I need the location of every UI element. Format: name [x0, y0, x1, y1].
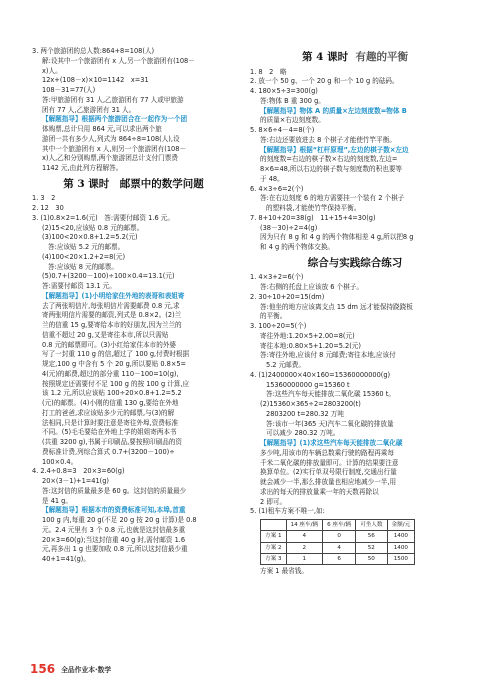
table-corner-cell	[261, 520, 287, 531]
text-line: 40+1=41(g)。	[42, 555, 90, 564]
text-line: 100×0.4。	[42, 457, 78, 466]
table-cell: 4	[323, 542, 356, 553]
text-line: 8×6=48,所以右边的棋子数与刻度数的积也要等	[260, 165, 403, 174]
table-cell: 4	[286, 531, 323, 542]
text-line: 【解题指导】物体 A 的质量×左边刻度数=物体 B	[260, 106, 407, 115]
text-line: 2. 放一个 50 g、一个 20 g 和一个 10 g 的砝码。	[250, 77, 399, 86]
text-line: 【解题指导】根据两个旅游团合在一起作为一个团	[42, 115, 188, 124]
text-line: 方案 1 最省钱。	[260, 567, 308, 576]
text-line: 按照规定还需要付不足 100 g 的按 100 g 计算,应	[42, 379, 190, 388]
table-cell: 1500	[387, 553, 415, 564]
section-title-lesson-4	[250, 50, 460, 66]
table-header-cell: 可坐人数	[356, 520, 387, 531]
text-line: x)人,乙和分别购票,两个旅游团总计支付门票费	[42, 154, 178, 163]
right-column	[250, 47, 460, 577]
text-line: 答:他坐的地方应该离支点 15 dm 远才能保持跷跷板	[260, 302, 413, 311]
text-line: 多少吨,用该市的车辆总数乘行驶的路程再乘每	[260, 448, 394, 457]
table-cell: 56	[356, 531, 387, 542]
table-row	[261, 531, 415, 542]
text-line: 3. (1)0.8×2=1.6(元) 答:需要付邮资 1.6 元。	[32, 213, 174, 222]
text-line: 求出的每天的排放量乘一年的天数再除以	[260, 487, 379, 496]
table-cell: 6	[323, 553, 356, 564]
text-line: 4(元)的邮费,超过的部分重 110－100=10(g),	[42, 369, 179, 378]
text-line: 2. 30÷10+20=15(dm)	[250, 292, 325, 301]
text-line: 法相同,只是计算时要注意是寄往外埠,资费标准	[42, 418, 179, 427]
text-line: 【解题指导】(1)求这些汽车每天能排放二氧化碳	[260, 439, 403, 448]
section-title-practice: 综合与实践综合练习	[307, 256, 403, 269]
text-line: 其中一个旅游团有 x 人,则另一个旅游团有(108－	[42, 144, 187, 153]
table-cell: 52	[356, 542, 387, 553]
text-line: (3)100<20×0.8+1.2=5.2(元)	[42, 233, 138, 242]
page-footer	[30, 661, 111, 679]
text-line: 信重不超过 20 g,又是寄往本市,所以只需贴	[42, 330, 169, 339]
text-line: 2. 12 30	[32, 204, 64, 213]
table-cell: 1400	[387, 542, 415, 553]
text-line: 答:物体 B 重 300 g。	[260, 96, 325, 105]
table-cell: 1	[286, 553, 323, 564]
text-line: 1. 8 2 略	[250, 67, 287, 76]
text-line: 的平衡。	[260, 312, 287, 321]
text-line: 4. 180×5÷3=300(g)	[250, 87, 318, 96]
text-line: 团有 77 人,乙旅游团有 31 人。	[42, 105, 136, 114]
table-header-row	[261, 520, 415, 531]
lesson-label: 第 4 课时	[302, 51, 349, 63]
rental-plan-table	[260, 519, 415, 565]
text-line: (38－30)÷2=4(g)	[260, 223, 318, 232]
text-line: 寄两张明信片需要的邮资,列式是 0.8×2。(2)兰	[42, 311, 182, 320]
text-line: (5)0.7+(3200－100)÷100×0.4=13.1(元)	[42, 272, 175, 281]
text-line: 寄往外地:1.20×5+2.00=8(元)	[260, 331, 355, 340]
text-line: 元,再多出 1 g 也要加收 0.8 元,所以这封信最少重	[42, 545, 188, 554]
text-line: 12x+(108－x)×10=1142 x=31	[42, 76, 149, 85]
table-header-cell: 金额/元	[387, 520, 415, 531]
text-line: 体购票,总计只用 864 元,可以求出两个旅	[42, 125, 162, 133]
text-line: 因为只有 8 g 和 4 g 的两个物体相差 4 g,所以把8 g	[260, 233, 414, 242]
text-line: 答:该市一年(365 天)汽车二氧化碳的排放量	[266, 419, 394, 428]
text-line: 于 48。	[260, 174, 284, 183]
text-line: 2803200 t=280.32 万吨	[266, 409, 344, 418]
left-column	[32, 47, 235, 565]
text-line: 寄往本地:0.80×5+1.20=5.2(元)	[260, 341, 361, 350]
table-row	[261, 542, 415, 553]
text-line: 的刻度数=右边的棋子数×右边的刻度数,左边=	[260, 155, 398, 164]
text-line: 【解题指导】根据本市的资费标准可知,本埠,首重	[42, 506, 186, 515]
text-line: 108－31=77(人)	[42, 86, 96, 94]
text-line: 规定,100 g 中含有 5 个 20 g,所以要贴 0.8×5=	[42, 360, 187, 369]
text-line: 答:右侧的托盘上应该放 6 个棋子。	[260, 283, 363, 292]
text-line: 3. 两个旅游团的总人数:864+8=108(人)	[32, 47, 155, 55]
right-answers-b	[250, 273, 460, 517]
left-answers-a	[32, 47, 235, 174]
text-line: 的质量×右边刻度数。	[260, 116, 325, 125]
book-title: 全品作业本·数学	[61, 665, 112, 674]
text-line: 千米二氧化碳的排放量即可。计算的结果要注意	[260, 458, 399, 467]
text-line: (2)15360×365÷2=2803200(t)	[260, 400, 361, 409]
text-line: 100 g 内,每重 20 g(不足 20 g 按 20 g 计算)是 0.8	[42, 516, 197, 525]
lesson-name: 有趣的平衡	[355, 51, 408, 63]
table-cell: 50	[356, 553, 387, 564]
text-line: 7. 8+10+20=38(g) 11+15+4=30(g)	[250, 213, 376, 222]
text-line: 就会减少一半,那么排放量也相应地减少一半,用	[260, 478, 397, 487]
table-cell: 2	[286, 542, 323, 553]
table-cell: 方案 1	[261, 531, 287, 542]
table-cell: 方案 3	[261, 553, 287, 564]
text-line: 可以减少 280.32 万吨。	[266, 429, 340, 438]
text-line: (4)100<20×1.2+2=8(元)	[42, 252, 126, 261]
text-line: 元。2.4 元里有 3 个 0.8 元,也就是这封信最多重	[42, 525, 186, 534]
table-row	[261, 553, 415, 564]
table-header-cell: 14 座车/辆	[286, 520, 323, 531]
text-line: 和 4 g 的两个物体交换。	[260, 243, 335, 252]
table-cell: 1400	[387, 531, 415, 542]
text-line: 答:应该贴 5.2 元的邮票。	[48, 243, 125, 252]
text-line: 15360000000 g=15360 t	[266, 380, 350, 389]
text-line: 1. 4×3+2=6(个)	[250, 273, 304, 282]
right-answers-a	[250, 68, 460, 253]
text-line: 答:寄往外地,应该付 8 元邮费;寄往本地,应该付	[260, 351, 396, 360]
text-line: 答:甲旅游团有 31 人,乙旅游团有 77 人或甲旅游	[42, 95, 184, 104]
text-line: 3. 100÷20=5(个)	[250, 322, 307, 331]
text-line: 兰的信重 15 g,要寄给本市的好朋友,因为兰兰的	[42, 321, 182, 330]
text-line: 不同。(5)毛毛要给在外地上学的姐姐寄两本书	[42, 428, 177, 437]
text-line: 答:这些汽车每天能排放二氧化碳 15360 t。	[266, 390, 395, 399]
table-header-cell: 6 座车/辆	[323, 520, 356, 531]
text-line: 答:在右边刻度 6 的地方需要挂一个装有 2 个棋子	[260, 194, 405, 203]
text-line: 该 1.2 元,所以应该贴 100÷20×0.8+1.2=5.2	[42, 389, 182, 398]
text-line: 0.8 元的邮票即可。(3)小红给家住本市的外婆	[42, 340, 177, 349]
text-line: x)人。	[42, 66, 62, 75]
page-number: 156	[30, 662, 56, 676]
text-line: 20×3=60(g);当这封信重 40 g 时,需付邮资 1.6	[42, 535, 186, 544]
left-answers-b	[32, 194, 235, 565]
text-line: 【解题指导】根据“杠杆原理”,左边的棋子数×左边	[260, 145, 409, 154]
text-line: 写了一封重 110 g 的信,超过了 100 g,付费时根据	[42, 350, 190, 359]
text-line: 游团一共有多少人,列式为 864÷8=108(人),设	[42, 134, 180, 143]
text-line: 20×(3－1)+1=41(g)	[42, 477, 110, 486]
text-line: 答:需要付邮资 13.1 元。	[42, 282, 116, 291]
text-line: 4. 2.4÷0.8=3 20×3=60(g)	[32, 467, 125, 476]
text-line: 换算单位。(2)实行单双号限行制度,交通出行量	[260, 468, 397, 477]
text-line: 6. 4×3÷6=2(个)	[250, 184, 304, 193]
text-line: 去了两张明信片,每张明信片需要邮费 0.8 元,求	[42, 301, 180, 310]
text-line: 答:应该贴 8 元的邮票。	[48, 262, 118, 271]
text-line: (2)15<20,应该贴 0.8 元的邮票。	[42, 223, 144, 232]
section-title-lesson-3: 第 3 课时 邮票中的数学问题	[63, 177, 204, 190]
text-line: 【解题指导】(1)小明给家住外地的表哥和表姐寄	[42, 291, 185, 300]
text-line: 1142 元,由此列方程解答。	[42, 164, 123, 172]
table-cell: 方案 2	[261, 542, 287, 553]
text-line: 4. (1)2400000×40×160=15360000000(g)	[250, 370, 391, 379]
right-answers-c	[250, 567, 460, 577]
text-line: 1. 3 2	[32, 194, 56, 203]
text-line: 5. 8×6÷4－4=8(个)	[250, 126, 315, 135]
text-line: 答:右边还要放进去 8 个棋子才能使竹竿平衡。	[260, 135, 396, 144]
table-cell: 0	[323, 531, 356, 542]
text-line: 解:设其中一个旅游团有 x 人,另一个旅游团有(108－	[42, 56, 195, 65]
text-line: 的塑料袋,才能使竹竿保持平衡。	[266, 204, 361, 213]
text-line: 5. (1)租车方案不唯一,如:	[250, 507, 325, 516]
text-line: (元)的邮票。(4)小刚的信重 130 g,要给在外地	[42, 399, 179, 408]
text-line: 答:这封信的质量最多是 60 g。这封信的质量最少	[42, 486, 187, 495]
text-line: 是 41 g。	[42, 496, 72, 505]
text-line: 5.2 元邮费。	[266, 361, 305, 370]
text-line: 费标准计费,列综合算式 0.7+(3200－100)÷	[42, 447, 175, 456]
text-line: 2 即可。	[260, 497, 287, 506]
text-line: 打工的爸爸,求应该贴多少元的邮票,与(3)的解	[42, 408, 175, 417]
text-line: (共重 3200 g),书属于印刷品,要按照印刷品的资	[42, 438, 182, 447]
